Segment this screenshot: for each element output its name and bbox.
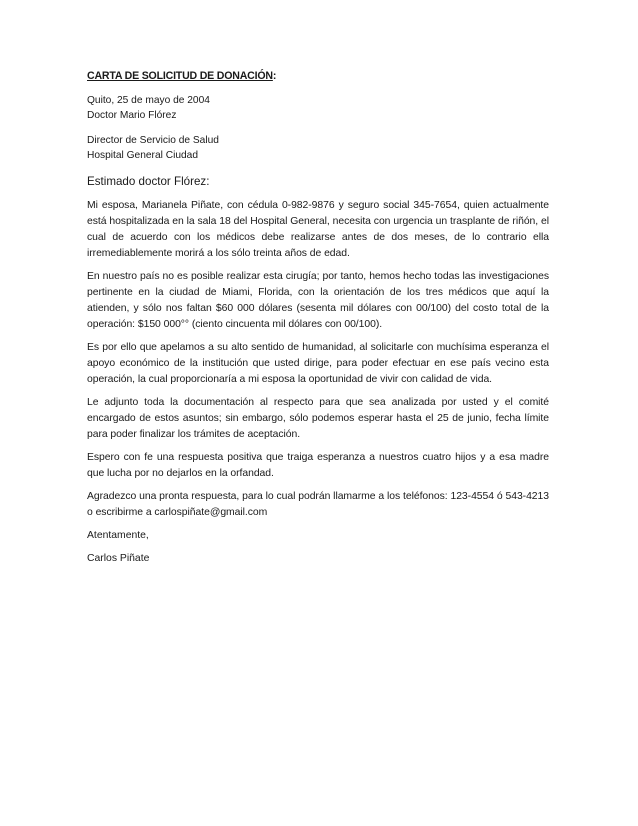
closing: Atentamente, bbox=[87, 530, 149, 541]
recipient-name: Doctor Mario Flórez bbox=[87, 109, 177, 121]
paragraph-3: Es por ello que apelamos a su alto sentido de humanidad, al solicitarle con muchísima esperanza el apoyo económico de la institución que usted dirige, para poder efectuar en ese país vecino esta operación, la cual proporcionaría a mi esposa la oportunidad de vivir con calidad de vida. bbox=[87, 342, 549, 385]
greeting: Estimado doctor Flórez: bbox=[87, 175, 210, 188]
place-date: Quito, 25 de mayo de 2004 bbox=[87, 95, 210, 106]
paragraph-6: Agradezco una pronta respuesta, para lo cual podrán llamarme a los teléfonos: 123-4554 ó 543-4213 o escribirme a carlospiñate@gmail.com bbox=[87, 491, 549, 518]
paragraph-2: En nuestro país no es posible realizar esta cirugía; por tanto, hemos hecho todas las investigaciones pertinente en la ciudad de Miami, Florida, con la orientación de los tres médicos que aquí la atienden, y sólo nos faltan $60 000 dólares (sesenta mil dólares con 00/100) del costo total de la operación: $150 000°° (ciento cincuenta mil dólares con 00/100). bbox=[87, 271, 549, 330]
letter-title-colon: : bbox=[272, 70, 277, 82]
paragraph-4: Le adjunto toda la documentación al respecto para que sea analizada por usted y el comité encargado de estos asuntos; sin embargo, sólo podemos esperar hasta el 25 de junio, fecha límite para poder finalizar los trámites de aceptación. bbox=[87, 397, 549, 440]
letter-title-text: CARTA DE SOLICITUD DE DONACIÓN bbox=[87, 70, 273, 82]
paragraph-5: Espero con fe una respuesta positiva que traiga esperanza a nuestros cuatro hijos y a esa madre que lucha por no dejarlos en la orfandad. bbox=[87, 452, 549, 479]
signature: Carlos Piñate bbox=[87, 553, 150, 564]
recipient-title: Director de Servicio de Salud bbox=[87, 135, 219, 146]
paragraph-1: Mi esposa, Marianela Piñate, con cédula 0-982-9876 y seguro social 345-7654, quien actualmente está hospitalizada en la sala 18 del Hospital General, necesita con urgencia un trasplante de riñón, el cual de acuerdo con los médicos debe realizarse antes de dos meses, de lo contrario ella irremediablemente morirá a los sólo treinta años de edad. bbox=[87, 200, 549, 259]
letter-title bbox=[87, 70, 549, 82]
letter-body bbox=[87, 70, 549, 574]
recipient-organization: Hospital General Ciudad bbox=[87, 149, 198, 161]
